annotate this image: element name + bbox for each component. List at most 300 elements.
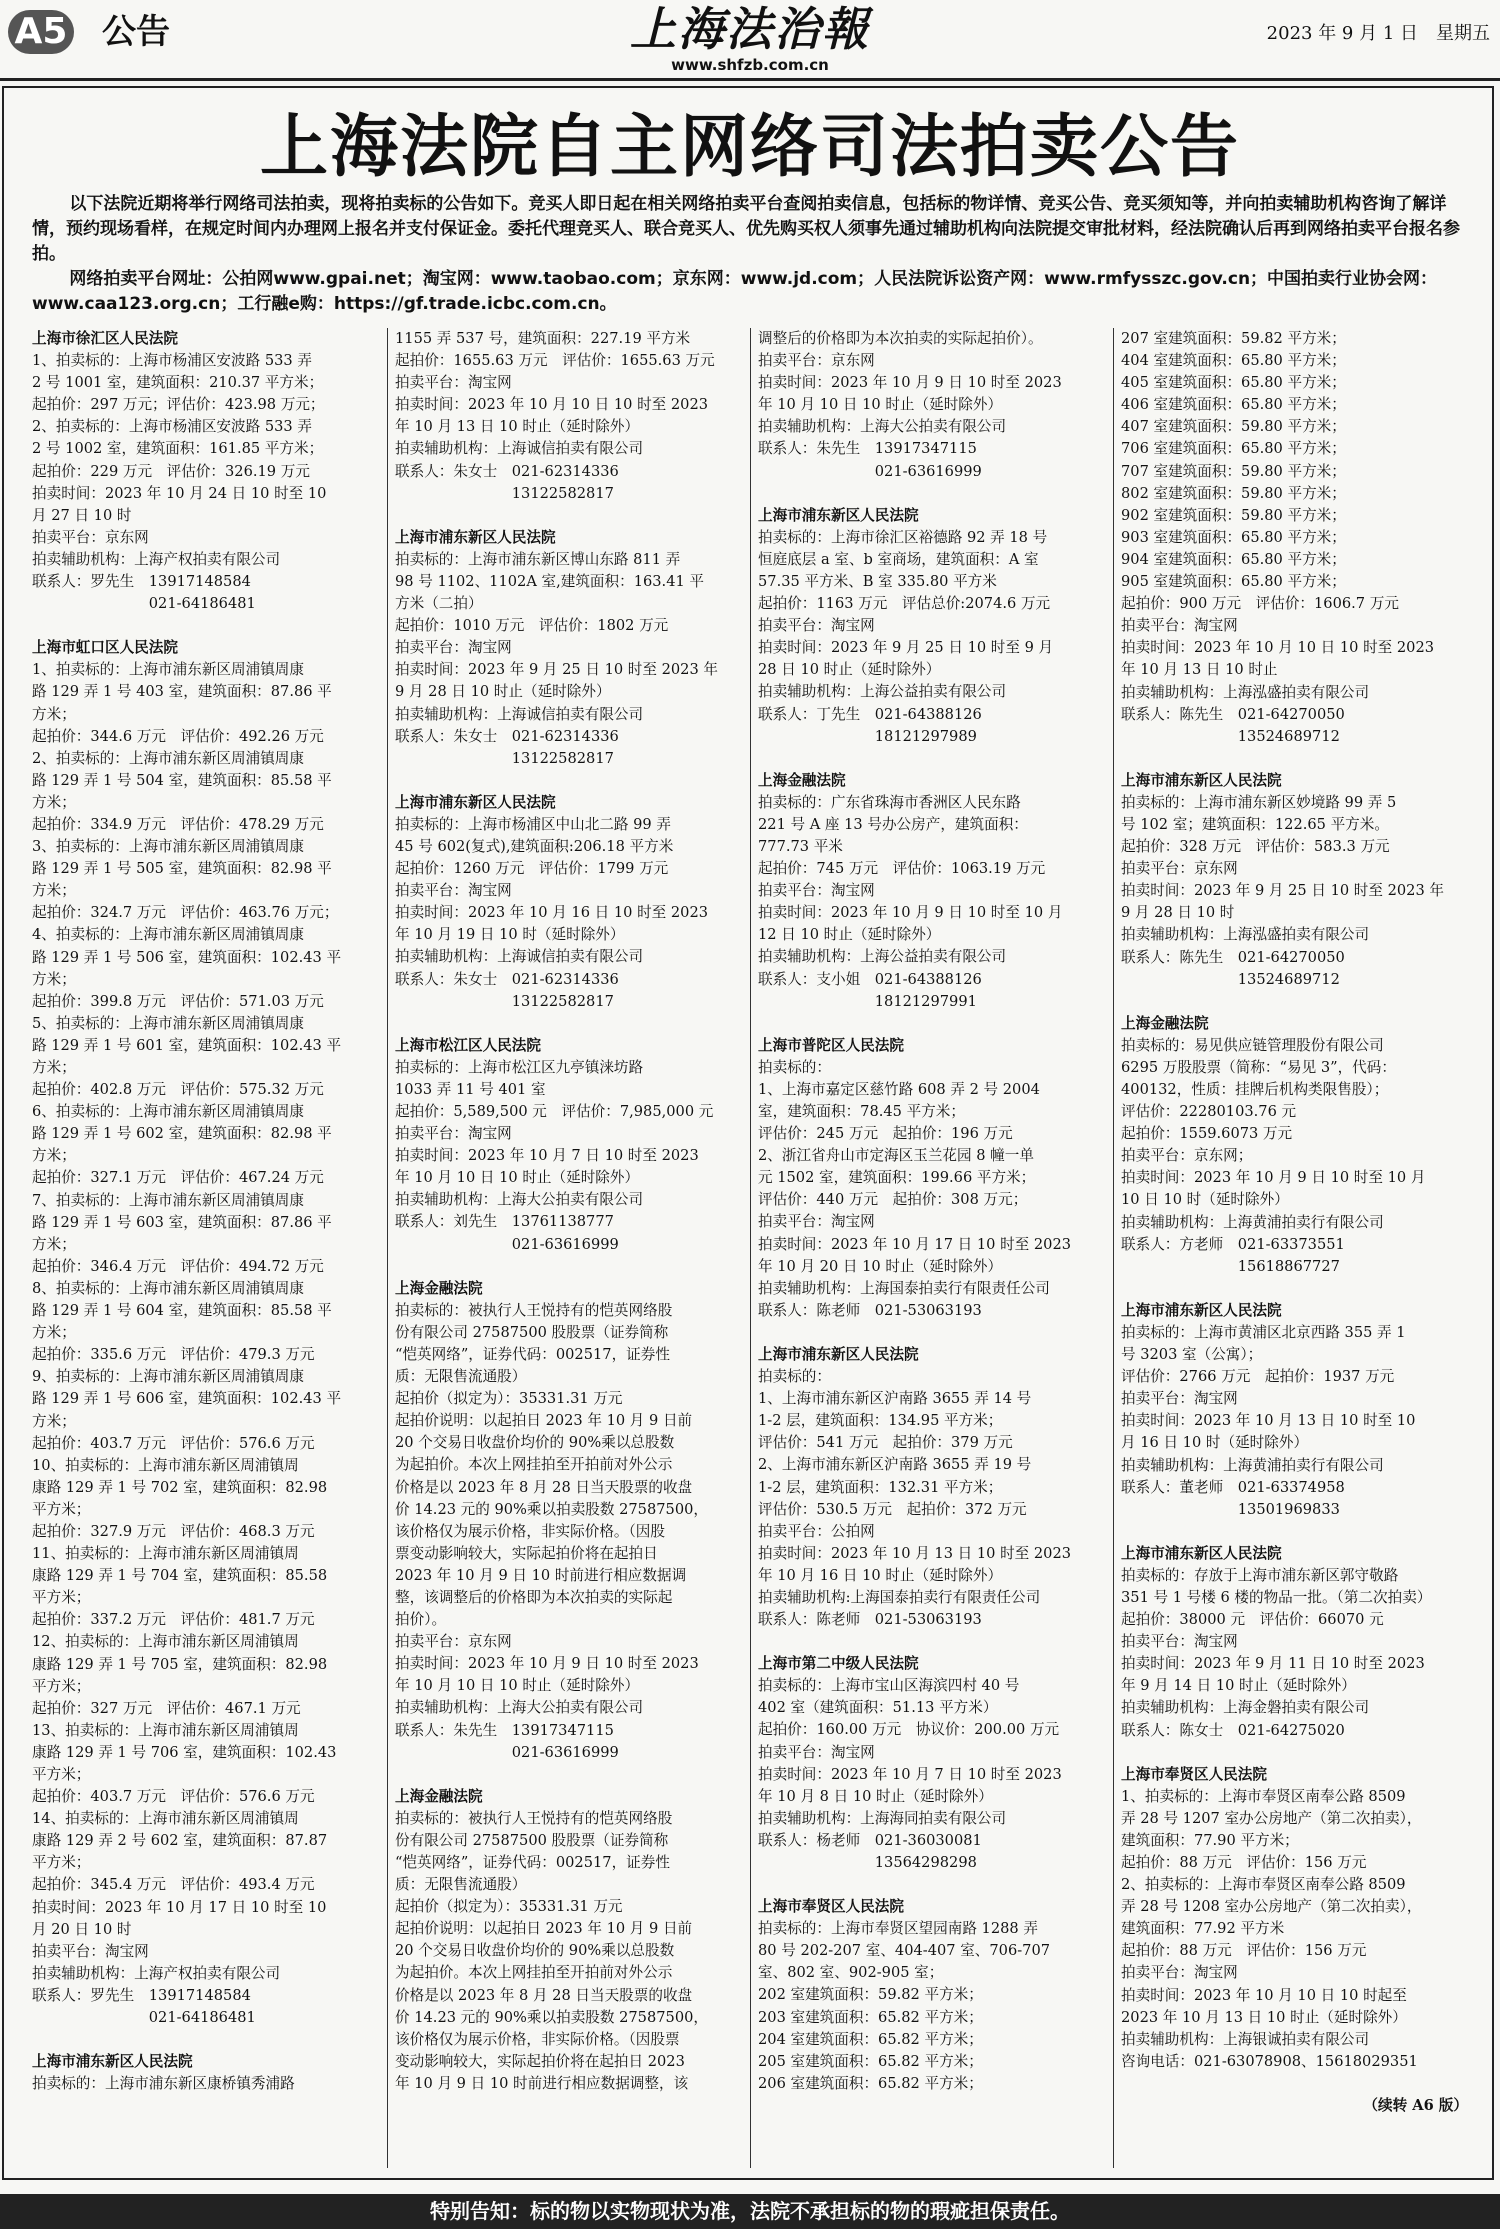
notice-line: 平方米；: [32, 1677, 91, 1695]
notice-line: 拍卖时间：2023 年 10 月 13 日 10 时至 10: [1121, 1412, 1416, 1430]
court-name: 上海市浦东新区人民法院: [395, 793, 556, 811]
notice-line: 221 号 A 座 13 号办公房产，建筑面积：: [758, 815, 1028, 833]
notice-line: 路 129 弄 1 号 403 室，建筑面积：87.86 平: [32, 683, 332, 701]
notice-line: 平方米；: [32, 1766, 91, 1783]
notice-line: 联系人：朱先生 13917347115: [395, 1721, 614, 1739]
notice-line: 400132，性质：挂牌后机构类限售股）；: [1121, 1081, 1389, 1098]
notice-line: 拍卖平台：淘宝网: [1121, 1390, 1238, 1408]
court-name: 上海市浦东新区人民法院: [32, 2053, 193, 2071]
notice-line: 价 14.23 元的 90%乘以拍卖股数 27587500，: [395, 2008, 708, 2026]
notice-line: 拍卖标的：上海市奉贤区望园南路 1288 弄: [758, 1920, 1038, 1938]
notice-line: 质：无限售流通股）: [395, 1876, 527, 1894]
notice-line: 年 10 月 10 日 10 时止（延时除外）: [395, 1677, 640, 1695]
column-1: [32, 328, 379, 2168]
court-name: 上海市浦东新区人民法院: [1121, 1544, 1282, 1562]
notice-line: 起拍价说明：以起拍日 2023 年 10 月 9 日前: [395, 1412, 693, 1430]
auction-notice: [395, 328, 742, 505]
notice-line: 弄 28 号 1207 室办公房地产（第二次拍卖），: [1121, 1809, 1422, 1827]
notice-line: 2023 年 10 月 13 日 10 时止（延时除外）: [1121, 2008, 1407, 2026]
notice-line: 月 27 日 10 时: [32, 506, 132, 524]
notice-line: 拍卖时间：2023 年 10 月 10 日 10 时至 2023: [1121, 639, 1435, 657]
notice-line: 元 1502 室，建筑面积：199.66 平方米；: [758, 1169, 1036, 1187]
notice-line: 月 16 日 10 时（延时除外）: [1121, 1434, 1309, 1452]
notice-line: 2、拍卖标的：上海市浦东新区周浦镇周康: [32, 749, 304, 767]
notice-line: 2023 年 10 月 9 日 10 时前进行相应数据调: [395, 1566, 687, 1584]
masthead: [0, 0, 1500, 86]
notice-line: 起拍价：1655.63 万元 评估价：1655.63 万元: [395, 352, 715, 370]
notice-line: 18121297989: [758, 727, 977, 745]
notice-line: 起拍价：900 万元 评估价：1606.7 万元: [1121, 595, 1399, 613]
notice-line: 拍卖平台：京东网: [1121, 860, 1238, 878]
notice-line: 021-63616999: [395, 1235, 619, 1253]
notice-line: 拍卖标的：被执行人王悦持有的恺英网络股: [395, 1809, 673, 1827]
notice-line: 号 3203 室（公寓）；: [1121, 1346, 1263, 1364]
notice-line: 98 号 1102、1102A 室,建筑面积：163.41 平: [395, 572, 704, 590]
notice-line: 起拍价（拟定为）：35331.31 万元: [395, 1898, 623, 1916]
notice-line: 拍卖平台：淘宝网: [758, 882, 875, 900]
notice-line: 拍卖标的：上海市松江区九亭镇涞坊路: [395, 1058, 644, 1076]
notice-line: 404 室建筑面积：65.80 平方米；: [1121, 352, 1346, 370]
notice-line: 联系人：董老师 021-63374958: [1121, 1478, 1345, 1496]
notice-line: 402 室（建筑面积：51.13 平方米）: [758, 1699, 998, 1717]
notice-line: 405 室建筑面积：65.80 平方米；: [1121, 374, 1346, 392]
notice-line: 拍卖平台：淘宝网: [395, 882, 512, 900]
notice-line: 起拍价：88 万元 评估价：156 万元: [1121, 1854, 1367, 1871]
court-name: 上海金融法院: [395, 1279, 483, 1297]
notice-line: 方米；: [32, 705, 76, 723]
notice-line: 20 个交易日收盘价均价的 90%乘以总股数: [395, 1942, 675, 1960]
court-name: 上海市浦东新区人民法院: [1121, 771, 1282, 789]
notice-line: 路 129 弄 1 号 505 室，建筑面积：82.98 平: [32, 860, 332, 878]
notice-line: 拍卖标的：上海市宝山区海滨四村 40 号: [758, 1677, 1020, 1695]
auction-notice: [395, 527, 742, 770]
notice-line: 拍卖平台：淘宝网: [395, 374, 512, 392]
auction-notice: [1121, 1013, 1468, 1278]
notice-line: 该价格仅为展示价格，非实际价格。（因股票: [395, 2030, 680, 2048]
page-title: 上海法院自主网络司法拍卖公告: [259, 108, 1240, 187]
notice-line: 起拍价：399.8 万元 评估价：571.03 万元: [32, 992, 324, 1010]
notice-line: 1、拍卖标的：上海市杨浦区安波路 533 弄: [32, 352, 312, 370]
notice-line: 13524689712: [1121, 727, 1340, 745]
notice-line: 拍卖时间：2023 年 10 月 16 日 10 时至 2023: [395, 904, 709, 922]
notice-line: 拍卖平台：公拍网: [758, 1522, 875, 1540]
notice-line: 联系人：陈先生 021-64270050: [1121, 948, 1345, 966]
notice-line: 3、拍卖标的：上海市浦东新区周浦镇周康: [32, 838, 304, 856]
notice-line: 方米；: [32, 882, 76, 900]
notice-line: 拍卖标的：被执行人王悦持有的恺英网络股: [395, 1301, 673, 1319]
notice-line: 拍卖标的：上海市徐汇区裕德路 92 弄 18 号: [758, 528, 1048, 546]
notice-line: 平方米；: [32, 1589, 91, 1607]
notice-line: 康路 129 弄 1 号 705 室，建筑面积：82.98: [32, 1655, 328, 1673]
auction-notice: [32, 2051, 379, 2095]
notice-line: 20 个交易日收盘价均价的 90%乘以总股数: [395, 1434, 675, 1452]
notice-line: 康路 129 弄 1 号 702 室，建筑面积：82.98: [32, 1478, 328, 1496]
notice-line: 拍卖辅助机构：上海黄浦拍卖行有限公司: [1121, 1456, 1384, 1474]
notice-line: 联系人：朱先生 13917347115: [758, 440, 977, 458]
auction-notice: [1121, 328, 1468, 748]
notice-line: 起拍价：327.1 万元 评估价：467.24 万元: [32, 1169, 324, 1187]
notice-line: 联系人：罗先生 13917148584: [32, 573, 251, 591]
notice-line: 拍卖时间：2023 年 10 月 17 日 10 时至 2023: [758, 1235, 1072, 1253]
notice-line: 起拍价：1163 万元 评估总价:2074.6 万元: [758, 595, 1051, 613]
notice-line: 康路 129 弄 1 号 706 室，建筑面积：102.43: [32, 1743, 337, 1761]
notice-line: 1、拍卖标的：上海市奉贤区南奉公路 8509: [1121, 1787, 1406, 1805]
notice-line: 起拍价：328 万元 评估价：583.3 万元: [1121, 838, 1390, 856]
notice-line: 联系人：陈老师 021-53063193: [758, 1301, 982, 1319]
notice-line: 13122582817: [395, 484, 614, 502]
notice-line: 联系人：丁先生 021-64388126: [758, 705, 982, 723]
notice-line: 年 10 月 10 日 10 时止（延时除外）: [395, 1169, 640, 1187]
auction-notice: [758, 770, 1105, 1013]
notice-line: 起拍价：403.7 万元 评估价：576.6 万元: [32, 1788, 315, 1806]
notice-line: 拍卖平台：京东网: [395, 1633, 512, 1651]
notice-line: 份有限公司 27587500 股股票（证券简称: [395, 1323, 669, 1341]
notice-line: 联系人：朱女士 021-62314336: [395, 970, 619, 988]
notice-line: 年 10 月 10 日 10 时止（延时除外）: [758, 396, 1003, 414]
notice-line: 价格是以 2023 年 8 月 28 日当天股票的收盘: [395, 1986, 693, 2004]
notice-line: 联系人：陈先生 021-64270050: [1121, 705, 1345, 723]
notice-line: 拍卖标的：上海市浦东新区康桥镇秀浦路: [32, 2075, 295, 2093]
notice-line: 路 129 弄 1 号 603 室，建筑面积：87.86 平: [32, 1213, 332, 1231]
notice-line: 拍卖标的：: [758, 1368, 831, 1386]
notice-line: 起拍价：337.2 万元 评估价：481.7 万元: [32, 1611, 315, 1629]
notice-line: 路 129 弄 1 号 506 室，建筑面积：102.43 平: [32, 948, 342, 966]
court-name: 上海市浦东新区人民法院: [758, 506, 919, 524]
intro-platforms-paragraph: 网络拍卖平台网址：公拍网www.gpai.net；淘宝网：www.taobao.com；京东网：www.jd.com；人民法院诉讼资产网：www.rmfysszc.gov.cn；中国拍卖行业协会网：www.caa123.org.cn；工行融e购：https://gf.trade.icbc.com.cn。: [32, 269, 1438, 314]
notice-line: 57.35 平方米、B 室 335.80 平方米: [758, 572, 997, 590]
notice-line: 起拍价：327 万元 评估价：467.1 万元: [32, 1699, 301, 1717]
notice-line: 评估价：22280103.76 元: [1121, 1103, 1297, 1121]
notice-line: 2、上海市浦东新区沪南路 3655 弄 19 号: [758, 1456, 1032, 1474]
notice-line: 评估价：440 万元 起拍价：308 万元；: [758, 1191, 1028, 1209]
notice-line: 28 日 10 时止（延时除外）: [758, 661, 941, 679]
notice-line: 起拍价：402.8 万元 评估价：575.32 万元: [32, 1081, 324, 1099]
column-4: [1121, 328, 1468, 2168]
court-name: 上海市松江区人民法院: [395, 1036, 541, 1054]
notice-line: 9 月 28 日 10 时止（延时除外）: [395, 683, 611, 701]
notice-line: 月 20 日 10 时: [32, 1920, 132, 1938]
notice-line: 调整后的价格即为本次拍卖的实际起拍价）。: [758, 330, 1043, 347]
notice-line: 2、拍卖标的：上海市杨浦区安波路 533 弄: [32, 418, 312, 436]
notice-line: 起拍价（拟定为）：35331.31 万元: [395, 1390, 623, 1408]
column-2: [395, 328, 742, 2168]
notice-line: 6295 万股股票（简称：“易见 3”，代码：: [1121, 1058, 1396, 1076]
notice-line: 13122582817: [395, 749, 614, 767]
notice-line: 13122582817: [395, 992, 614, 1010]
auction-notice: [1121, 1300, 1468, 1521]
notice-line: 联系人：罗先生 13917148584: [32, 1986, 251, 2004]
notice-line: 021-63616999: [758, 462, 982, 480]
notice-line: 拍卖标的：上海市杨浦区中山北二路 99 弄: [395, 815, 671, 833]
notice-line: 联系人：朱女士 021-62314336: [395, 727, 619, 745]
notice-line: 80 号 202-207 室、404-407 室、706-707: [758, 1942, 1051, 1960]
notice-line: 平方米；: [32, 1500, 91, 1518]
notice-line: 拍卖平台：淘宝网: [395, 639, 512, 657]
notice-line: 10、拍卖标的：上海市浦东新区周浦镇周: [32, 1456, 299, 1474]
auction-notice: [1121, 1764, 1468, 2073]
notice-line: 起拍价：1559.6073 万元: [1121, 1125, 1293, 1143]
notice-line: 起拍价：1010 万元 评估价：1802 万元: [395, 617, 669, 635]
notice-line: 351 号 1 号楼 6 楼的物品一批。（第二次拍卖）: [1121, 1588, 1432, 1606]
notice-line: 6、拍卖标的：上海市浦东新区周浦镇周康: [32, 1103, 304, 1121]
column-divider: [1113, 328, 1114, 2168]
notice-line: 起拍价：297 万元；评估价：423.98 万元；: [32, 396, 325, 414]
notice-line: 拍卖辅助机构：上海大公拍卖有限公司: [395, 1699, 644, 1717]
notice-line: 路 129 弄 1 号 504 室，建筑面积：85.58 平: [32, 771, 332, 789]
notice-line: 707 室建筑面积：59.80 平方米；: [1121, 462, 1346, 480]
notice-line: 45 号 602(复式),建筑面积:206.18 平方米: [395, 837, 674, 855]
auction-notice: [758, 1344, 1105, 1631]
notice-line: 拍卖平台：淘宝网: [1121, 1964, 1238, 1982]
notice-line: 拍卖辅助机构：上海大公拍卖有限公司: [758, 418, 1007, 436]
notice-line: 方米；: [32, 1324, 76, 1342]
notice-line: 起拍价：346.4 万元 评估价：494.72 万元: [32, 1257, 324, 1275]
notice-line: 4、拍卖标的：上海市浦东新区周浦镇周康: [32, 926, 304, 944]
notice-line: 年 10 月 20 日 10 时止（延时除外）: [758, 1257, 1003, 1275]
auction-notice: [758, 328, 1105, 483]
notice-line: 起拍价：5,589,500 元 评估价：7,985,000 元: [395, 1103, 714, 1120]
court-name: 上海市第二中级人民法院: [758, 1655, 919, 1673]
notice-line: 室，建筑面积：78.45 平方米；: [758, 1103, 965, 1120]
notice-line: 拍卖辅助机构：上海产权拍卖有限公司: [32, 1964, 281, 1982]
notice-line: 路 129 弄 1 号 601 室，建筑面积：102.43 平: [32, 1036, 342, 1054]
newspaper-logo: 上海法治報: [630, 2, 870, 56]
notice-line: 拍卖时间：2023 年 9 月 25 日 10 时至 2023 年: [1121, 882, 1444, 900]
section-label: 公告: [102, 12, 170, 52]
auction-notice: [758, 1035, 1105, 1322]
notice-line: 拍卖平台：淘宝网: [395, 1125, 512, 1143]
court-name: 上海金融法院: [758, 771, 846, 789]
notice-line: 联系人：支小姐 021-64388126: [758, 970, 982, 988]
notice-line: 拍卖标的：广东省珠海市香洲区人民东路: [758, 793, 1021, 811]
issue-date: 2023 年 9 月 1 日 星期五: [1266, 23, 1490, 44]
notice-line: 12、拍卖标的：上海市浦东新区周浦镇周: [32, 1633, 299, 1651]
auction-notice: [395, 1035, 742, 1256]
notice-line: 902 室建筑面积：59.80 平方米；: [1121, 506, 1346, 524]
notice-line: 该价格仅为展示价格，非实际价格。（因股: [395, 1522, 665, 1540]
notice-line: 407 室建筑面积：59.80 平方米；: [1121, 418, 1346, 436]
notice-line: 价格是以 2023 年 8 月 28 日当天股票的收盘: [395, 1478, 693, 1496]
intro-paragraph: 以下法院近期将举行网络司法拍卖，现将拍卖标的公告如下。竞买人即日起在相关网络拍卖平台查阅拍卖信息，包括标的物详情、竞买公告、竞买须知等，并向拍卖辅助机构咨询了解详情，预约现场看样，在规定时间内办理网上报名并支付保证金。委托代理竞买人、联合竞买人、优先购买权人须事先通过辅助机构向法院提交审批材料，经法院确认后再到网络拍卖平台报名参拍。: [32, 194, 1460, 264]
notice-line: 8、拍卖标的：上海市浦东新区周浦镇周康: [32, 1279, 304, 1297]
notice-line: 021-63616999: [395, 1743, 619, 1761]
notice-line: 拍卖辅助机构：上海泓盛拍卖有限公司: [1121, 926, 1370, 944]
notice-line: 起拍价：88 万元 评估价：156 万元: [1121, 1942, 1367, 1960]
court-name: 上海市浦东新区人民法院: [758, 1345, 919, 1363]
auction-notice: [758, 1896, 1105, 2095]
notice-line: 拍卖平台：京东网；: [1121, 1147, 1253, 1165]
notice-line: 评估价：541 万元 起拍价：379 万元: [758, 1434, 1013, 1452]
notice-line: 份有限公司 27587500 股股票（证券简称: [395, 1831, 669, 1849]
notice-line: 建筑面积：77.92 平方米: [1121, 1920, 1285, 1938]
notice-line: 康路 129 弄 1 号 704 室，建筑面积：85.58: [32, 1567, 328, 1585]
notice-line: 13524689712: [1121, 970, 1340, 988]
notice-line: 5、拍卖标的：上海市浦东新区周浦镇周康: [32, 1014, 304, 1032]
notice-line: 路 129 弄 1 号 602 室，建筑面积：82.98 平: [32, 1125, 332, 1143]
notice-line: 1155 弄 537 号，建筑面积：227.19 平方米: [395, 330, 691, 347]
notice-line: 变动影响较大，实际起拍价将在起拍日 2023: [395, 2052, 685, 2070]
notice-line: 拍卖辅助机构：上海诚信拍卖有限公司: [395, 948, 644, 966]
court-name: 上海市普陀区人民法院: [758, 1036, 904, 1054]
notice-line: 起拍价：327.9 万元 评估价：468.3 万元: [32, 1522, 315, 1540]
column-divider: [750, 328, 751, 2168]
notice-line: 18121297991: [758, 992, 977, 1010]
court-name: 上海市奉贤区人民法院: [758, 1898, 904, 1916]
notice-line: 为起拍价。本次上网挂拍至开拍前对外公示: [395, 1456, 673, 1474]
notice-line: 方米；: [32, 793, 76, 811]
notice-line: 方米（二拍）: [395, 595, 483, 613]
notice-line: 1、上海市浦东新区沪南路 3655 弄 14 号: [758, 1390, 1032, 1408]
notice-line: 777.73 平米: [758, 837, 843, 855]
notice-line: 起拍价：160.00 万元 协议价：200.00 万元: [758, 1721, 1060, 1739]
notice-line: 拍卖时间：2023 年 10 月 9 日 10 时至 2023: [395, 1655, 699, 1673]
notice-line: 拍卖辅助机构：上海大公拍卖有限公司: [395, 1191, 644, 1209]
notice-line: 咨询电话：021-63078908、15618029351: [1121, 2052, 1418, 2070]
auction-notice: [1121, 770, 1468, 991]
notice-line: 7、拍卖标的：上海市浦东新区周浦镇周康: [32, 1191, 304, 1209]
notice-line: 起拍价：1260 万元 评估价：1799 万元: [395, 860, 669, 878]
notice-line: 1-2 层，建筑面积：134.95 平方米；: [758, 1412, 1003, 1430]
notice-line: 年 10 月 19 日 10 时（延时除外）: [395, 926, 625, 944]
notice-line: 起拍价：745 万元 评估价：1063.19 万元: [758, 860, 1046, 878]
notice-line: 平方米；: [32, 1854, 91, 1872]
notice-line: 拍卖时间：2023 年 10 月 17 日 10 时至 10: [32, 1898, 327, 1916]
notice-line: 021-64186481: [32, 2009, 256, 2027]
notice-line: 15618867727: [1121, 1257, 1340, 1275]
special-notice-bar: 特别告知：标的物以实物现状为准，法院不承担标的物的瑕疵担保责任。: [0, 2194, 1500, 2229]
notice-line: 恒庭底层 a 室、b 室商场，建筑面积：A 室: [758, 550, 1039, 568]
notice-line: 206 室建筑面积：65.82 平方米；: [758, 2074, 983, 2092]
notice-line: 起拍价：403.7 万元 评估价：576.6 万元: [32, 1434, 315, 1452]
notice-line: 207 室建筑面积：59.82 平方米；: [1121, 330, 1346, 347]
notice-line: 拍卖辅助机构：上海泓盛拍卖有限公司: [1121, 683, 1370, 701]
notice-line: 票变动影响较大，实际起拍价将在起拍日: [395, 1544, 658, 1562]
notice-line: 拍卖辅助机构：上海诚信拍卖有限公司: [395, 705, 644, 723]
notice-line: 拍卖时间：2023 年 10 月 9 日 10 时至 10 月: [758, 904, 1063, 922]
notice-line: 203 室建筑面积：65.82 平方米；: [758, 2008, 983, 2026]
notice-line: 拍卖时间：2023 年 9 月 25 日 10 时至 9 月: [758, 639, 1054, 657]
notice-line: 802 室建筑面积：59.80 平方米；: [1121, 484, 1346, 502]
column-divider: [387, 328, 388, 2168]
notice-line: 弄 28 号 1208 室办公房地产（第二次拍卖），: [1121, 1898, 1422, 1916]
notice-line: 13501969833: [1121, 1500, 1340, 1518]
auction-notice: [1121, 1543, 1468, 1742]
notice-line: 9 月 28 日 10 时: [1121, 904, 1235, 922]
notice-line: 拍卖时间：2023 年 10 月 9 日 10 时至 2023: [758, 374, 1062, 392]
notice-line: 评估价：530.5 万元 起拍价：372 万元: [758, 1500, 1027, 1518]
notice-line: 年 10 月 16 日 10 时止（延时除外）: [758, 1566, 1003, 1584]
notice-line: 1、拍卖标的：上海市浦东新区周浦镇周康: [32, 661, 304, 679]
notice-line: 路 129 弄 1 号 604 室，建筑面积：85.58 平: [32, 1302, 332, 1320]
notice-line: 拍卖标的：上海市浦东新区妙境路 99 弄 5: [1121, 793, 1397, 811]
notice-line: 拍卖平台：淘宝网: [1121, 1633, 1238, 1651]
auction-notice: [758, 505, 1105, 748]
notice-line: 拍卖平台：京东网: [758, 352, 875, 370]
notice-line: 联系人：方老师 021-63373551: [1121, 1235, 1345, 1253]
notice-line: 拍卖时间：2023 年 9 月 25 日 10 时至 2023 年: [395, 661, 718, 679]
notice-line: 406 室建筑面积：65.80 平方米；: [1121, 396, 1346, 414]
notice-line: 拍卖标的：易见供应链管理股份有限公司: [1121, 1036, 1384, 1054]
notice-line: 12 日 10 时止（延时除外）: [758, 926, 941, 944]
notice-line: 拍卖标的：上海市黄浦区北京西路 355 弄 1: [1121, 1323, 1406, 1341]
notice-line: 14、拍卖标的：上海市浦东新区周浦镇周: [32, 1810, 299, 1828]
notice-line: 拍卖时间：2023 年 10 月 24 日 10 时至 10: [32, 484, 327, 502]
auction-notice: [395, 1278, 742, 1764]
newspaper-website: www.shfzb.com.cn: [671, 56, 829, 74]
notice-line: 拍卖平台：京东网: [32, 528, 149, 546]
notice-line: 13、拍卖标的：上海市浦东新区周浦镇周: [32, 1721, 299, 1739]
notice-line: 起拍价：324.7 万元 评估价：463.76 万元；: [32, 904, 339, 922]
notice-line: 拍卖标的：: [758, 1058, 831, 1076]
header-rule: [0, 78, 1500, 81]
page-number-badge: A5: [8, 10, 74, 54]
notice-line: 拍卖时间：2023 年 10 月 13 日 10 时至 2023: [758, 1544, 1072, 1562]
notice-line: 联系人：朱女士 021-62314336: [395, 462, 619, 480]
notice-line: 拍卖平台：淘宝网: [758, 1743, 875, 1761]
notice-line: 拍卖时间：2023 年 10 月 9 日 10 时至 10 月: [1121, 1169, 1426, 1187]
notice-line: 路 129 弄 1 号 606 室，建筑面积：102.43 平: [32, 1390, 342, 1408]
notice-line: 方米；: [32, 1147, 76, 1165]
court-name: 上海市浦东新区人民法院: [395, 528, 556, 546]
notice-line: 价 14.23 元的 90%乘以拍卖股数 27587500，: [395, 1500, 708, 1518]
notice-line: 联系人：杨老师 021-36030081: [758, 1831, 982, 1849]
notice-line: 评估价：2766 万元 起拍价：1937 万元: [1121, 1368, 1395, 1386]
notice-line: 拍卖平台：淘宝网: [1121, 617, 1238, 635]
notice-line: 拍卖辅助机构：上海诚信拍卖有限公司: [395, 440, 644, 458]
notice-line: 1-2 层，建筑面积：132.31 平方米；: [758, 1478, 1003, 1496]
notice-line: 建筑面积：77.90 平方米；: [1121, 1831, 1299, 1849]
notice-line: 拍价）。: [395, 1611, 447, 1629]
notice-line: 起拍价：334.9 万元 评估价：478.29 万元: [32, 815, 324, 833]
notice-line: 205 室建筑面积：65.82 平方米；: [758, 2052, 983, 2070]
notice-line: 为起拍价。本次上网挂拍至开拍前对外公示: [395, 1964, 673, 1982]
notice-line: 联系人：陈老师 021-53063193: [758, 1611, 982, 1629]
notice-line: 拍卖时间：2023 年 9 月 11 日 10 时至 2023: [1121, 1655, 1425, 1673]
notice-line: 905 室建筑面积：65.80 平方米；: [1121, 573, 1346, 591]
notice-line: 2 号 1001 室，建筑面积：210.37 平方米；: [32, 374, 324, 392]
notice-line: 2 号 1002 室，建筑面积：161.85 平方米；: [32, 440, 324, 458]
notice-line: 联系人：刘先生 13761138777: [395, 1213, 614, 1231]
notice-line: 904 室建筑面积：65.80 平方米；: [1121, 550, 1346, 568]
notice-line: 拍卖平台：淘宝网: [758, 1213, 875, 1231]
intro-text: [32, 192, 1470, 317]
court-name: 上海金融法院: [395, 1787, 483, 1805]
notice-line: 021-64186481: [32, 595, 256, 613]
notice-line: 起拍价：335.6 万元 评估价：479.3 万元: [32, 1346, 315, 1364]
auction-notice: [395, 792, 742, 1013]
notice-line: 10 日 10 时（延时除外）: [1121, 1191, 1289, 1209]
notice-line: 拍卖时间：2023 年 10 月 7 日 10 时至 2023: [758, 1765, 1062, 1783]
notice-line: 拍卖辅助机构：上海国泰拍卖行有限责任公司: [758, 1279, 1050, 1297]
notice-line: 质：无限售流通股）: [395, 1368, 527, 1386]
court-name: 上海市徐汇区人民法院: [32, 330, 178, 347]
notice-line: 联系人：陈女士 021-64275020: [1121, 1721, 1345, 1739]
court-name: 上海市浦东新区人民法院: [1121, 1301, 1282, 1319]
auction-notice: [32, 328, 379, 615]
notice-line: 年 10 月 9 日 10 时前进行相应数据调整，该: [395, 2074, 689, 2092]
notice-line: 2、浙江省舟山市定海区玉兰花园 8 幢一单: [758, 1147, 1034, 1165]
notice-line: 11、拍卖标的：上海市浦东新区周浦镇周: [32, 1545, 299, 1563]
auction-notice: [32, 637, 379, 2029]
notice-line: 拍卖标的：上海市浦东新区博山东路 811 弄: [395, 550, 681, 568]
notice-line: 13564298298: [758, 1854, 977, 1871]
notice-line: 起拍价：345.4 万元 评估价：493.4 万元: [32, 1876, 315, 1894]
court-name: 上海市虹口区人民法院: [32, 639, 178, 657]
notice-line: 室、802 室、902-905 室；: [758, 1964, 944, 1982]
continued-note: （续转 A6 版）: [1363, 2096, 1468, 2114]
notice-line: 2、拍卖标的：上海市奉贤区南奉公路 8509: [1121, 1876, 1406, 1894]
court-name: 上海市奉贤区人民法院: [1121, 1765, 1267, 1783]
